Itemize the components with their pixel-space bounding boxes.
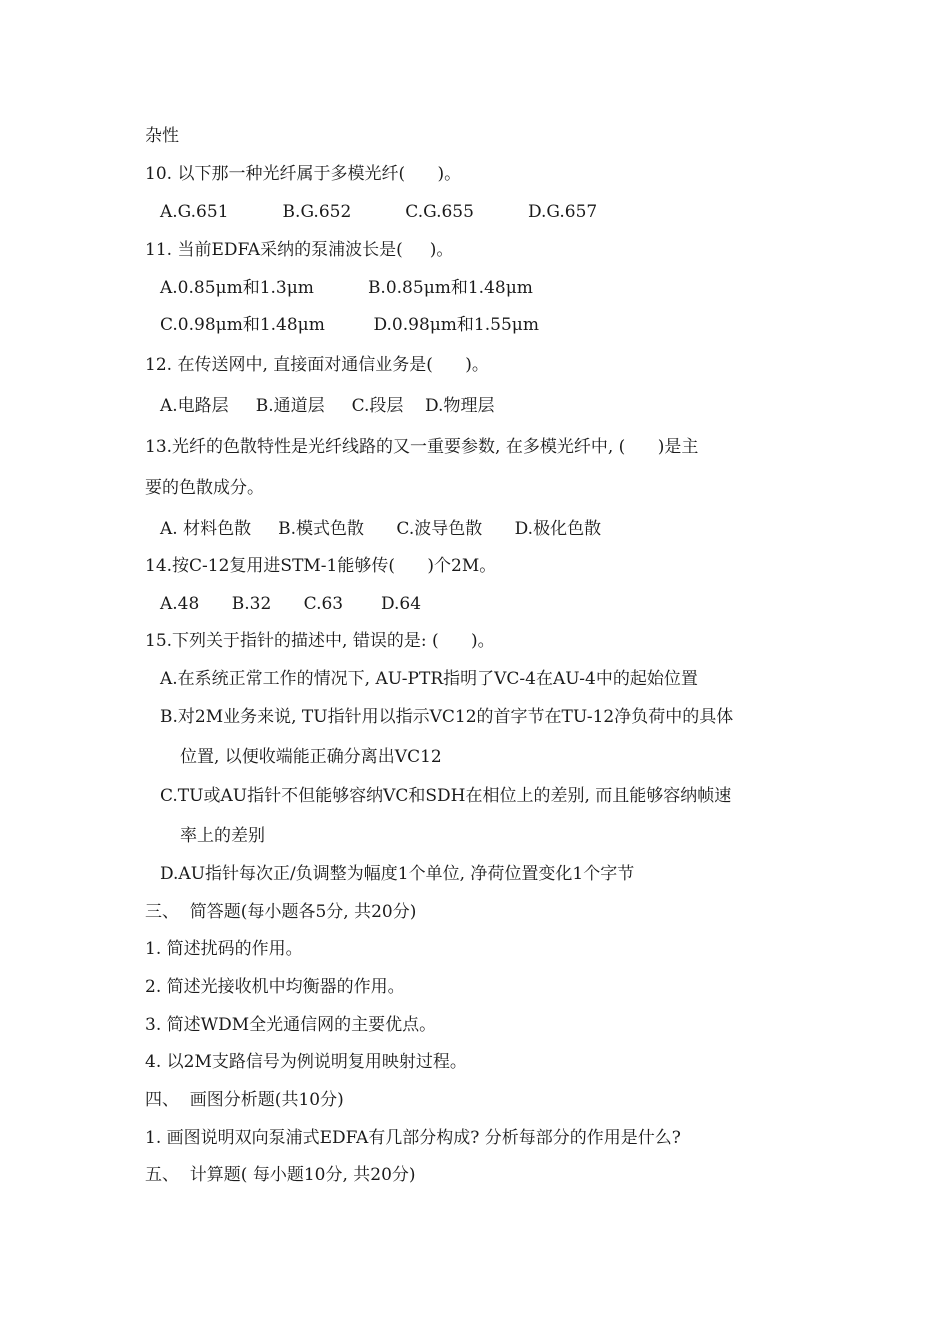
- question-15-option-c-cont: 率上的差别: [180, 826, 265, 846]
- question-15-option-a: A.在系统正常工作的情况下, AU-PTR指明了VC-4在AU-4中的起始位置: [160, 669, 698, 689]
- question-14-options: A.48 B.32 C.63 D.64: [160, 594, 422, 614]
- short-answer-4: 4. 以2M支路信号为例说明复用映射过程。: [145, 1052, 467, 1072]
- question-13-cont: 要的色散成分。: [145, 478, 264, 498]
- short-answer-3: 3. 简述WDM全光通信网的主要优点。: [145, 1015, 437, 1035]
- text-line: 杂性: [145, 126, 179, 146]
- question-10: 10. 以下那一种光纤属于多模光纤( )。: [145, 164, 462, 184]
- short-answer-1: 1. 简述扰码的作用。: [145, 939, 303, 959]
- question-12-options: A.电路层 B.通道层 C.段层 D.物理层: [160, 396, 495, 416]
- question-15-option-c: C.TU或AU指针不但能够容纳VC和SDH在相位上的差别, 而且能够容纳帧速: [160, 786, 732, 806]
- section-4-heading: 四、 画图分析题(共10分): [145, 1090, 344, 1110]
- section-5-heading: 五、 计算题( 每小题10分, 共20分): [145, 1165, 416, 1185]
- question-11: 11. 当前EDFA采纳的泵浦波长是( )。: [145, 240, 454, 260]
- question-11-options-ab: A.0.85μm和1.3μm B.0.85μm和1.48μm: [160, 278, 533, 298]
- question-15-option-b-cont: 位置, 以便收端能正确分离出VC12: [180, 747, 442, 767]
- section-3-heading: 三、 简答题(每小题各5分, 共20分): [145, 902, 417, 922]
- question-12: 12. 在传送网中, 直接面对通信业务是( )。: [145, 355, 489, 375]
- question-13-options: A. 材料色散 B.模式色散 C.波导色散 D.极化色散: [160, 519, 602, 539]
- question-15-option-d: D.AU指针每次正/负调整为幅度1个单位, 净荷位置变化1个字节: [160, 864, 635, 884]
- question-15-option-b: B.对2M业务来说, TU指针用以指示VC12的首字节在TU-12净负荷中的具体: [160, 707, 734, 727]
- drawing-question-1: 1. 画图说明双向泵浦式EDFA有几部分构成? 分析每部分的作用是什么?: [145, 1128, 681, 1148]
- question-11-options-cd: C.0.98μm和1.48μm D.0.98μm和1.55μm: [160, 315, 539, 335]
- short-answer-2: 2. 简述光接收机中均衡器的作用。: [145, 977, 405, 997]
- question-13: 13.光纤的色散特性是光纤线路的又一重要参数, 在多模光纤中, ( )是主: [145, 437, 699, 457]
- question-14: 14.按C-12复用进STM-1能够传( )个2M。: [145, 556, 497, 576]
- question-10-options: A.G.651 B.G.652 C.G.655 D.G.657: [160, 202, 598, 222]
- question-15: 15.下列关于指针的描述中, 错误的是: ( )。: [145, 631, 495, 651]
